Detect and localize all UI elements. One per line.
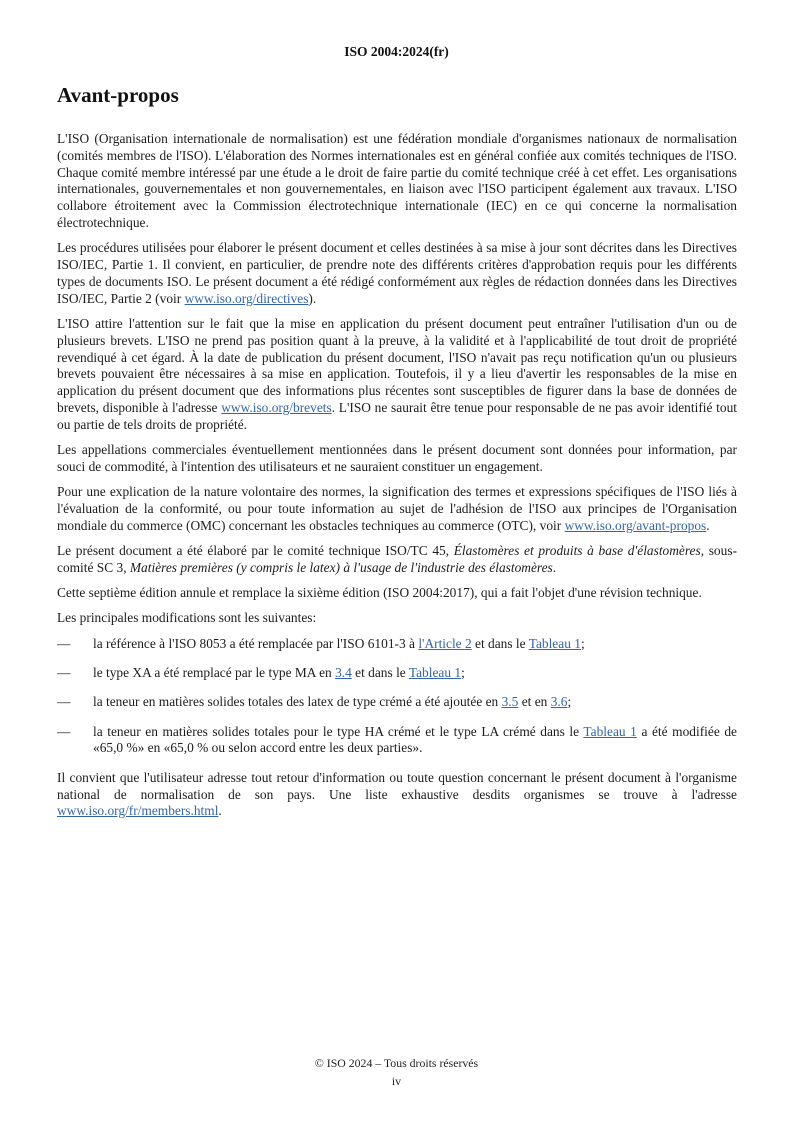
text-run: , sous-comité SC 3, bbox=[57, 543, 737, 575]
paragraph bbox=[57, 240, 737, 307]
dash-bullet-icon: — bbox=[57, 665, 71, 681]
paragraph bbox=[57, 610, 737, 627]
hyperlink[interactable]: 3.5 bbox=[501, 694, 519, 710]
hyperlink[interactable]: www.iso.org/brevets bbox=[221, 399, 332, 415]
paragraph bbox=[57, 585, 737, 602]
text-run: la référence à l'ISO 8053 a été remplacée par l'ISO 6101-3 à bbox=[93, 635, 419, 651]
paragraph bbox=[57, 543, 737, 577]
text-run: . bbox=[706, 517, 710, 533]
text-run: le type XA a été remplacé par le type MA en bbox=[93, 665, 336, 681]
text-run: L'ISO (Organisation internationale de normalisation) est une fédération mondiale d'organismes nationaux de normalisation (comités membres de l'ISO). L'élaboration des Normes internationales est en général confiée aux comités techniques de l'ISO. Chaque comité membre intéressé par une étude a le droit de faire partie du comité technique créé à cet effet. Les organisations internationales, gouvernementales et non gouvernementales, en liaison avec l'ISO participent également aux travaux. L'ISO collabore étroitement avec la Commission électrotechnique internationale (IEC) en ce qui concerne la normalisation électrotechnique. bbox=[57, 131, 737, 230]
text-run: . L'ISO ne saurait être tenue pour responsable de ne pas avoir identifié tout ou partie de tels droits de propriété. bbox=[57, 399, 738, 432]
page-number: iv bbox=[391, 1074, 402, 1088]
dash-bullet-icon: — bbox=[57, 635, 71, 651]
dash-bullet-icon: — bbox=[57, 694, 71, 710]
text-run: Les principales modifications sont les suivantes: bbox=[57, 610, 317, 626]
paragraph bbox=[57, 442, 737, 476]
document-content bbox=[57, 131, 737, 820]
text-run: ; bbox=[580, 635, 585, 651]
document-body bbox=[57, 83, 737, 829]
paragraph bbox=[57, 316, 737, 434]
text-run: ; bbox=[567, 694, 572, 710]
paragraph bbox=[57, 484, 737, 534]
italic-text: Élastomères et produits à base d'élastomères bbox=[453, 543, 701, 559]
page-title: Avant-propos bbox=[57, 83, 179, 107]
text-run: et en bbox=[518, 694, 551, 710]
list-item bbox=[57, 636, 737, 653]
text-run: . bbox=[552, 559, 557, 575]
text-run: Cette septième édition annule et remplace la sixième édition (ISO 2004:2017), qui a fait l'objet d'une révision technique. bbox=[57, 585, 702, 601]
text-run: . bbox=[218, 803, 222, 819]
text-run: ; bbox=[461, 665, 465, 681]
paragraph bbox=[57, 131, 737, 232]
hyperlink[interactable]: www.iso.org/avant-propos bbox=[564, 517, 707, 533]
running-header: ISO 2004:2024(fr) bbox=[344, 44, 449, 59]
hyperlink[interactable]: Tableau 1 bbox=[408, 665, 462, 681]
hyperlink[interactable]: www.iso.org/directives bbox=[184, 290, 309, 306]
list-item bbox=[57, 665, 737, 682]
text-run: Il convient que l'utilisateur adresse tout retour d'information ou toute question concernant le présent document à l'organisme national de normalisation de son pays. Une liste exhaustive desdits organismes se trouve à l'adresse bbox=[57, 769, 737, 802]
page-footer bbox=[0, 1056, 793, 1089]
hyperlink[interactable]: Tableau 1 bbox=[583, 723, 637, 739]
text-run: ). bbox=[308, 290, 317, 306]
text-run: L'ISO attire l'attention sur le fait que la mise en application du présent document peut entraîner l'utilisation d'un ou de plusieurs brevets. L'ISO ne prend pas position quant à la preuve, à la validité et à l'applicabilité de tout droit de propriété revendiqué à cet égard. À la date de publication du présent document, l'ISO n'avait pas reçu notification qu'un ou plusieurs brevets pouvaient être nécessaires à sa mise en application. Toutefois, il y a lieu d'avertir les responsables de la mise en application du présent document que des informations plus récentes sont susceptibles de figurer dans la base de données de brevets, disponible à l'adresse bbox=[57, 315, 737, 415]
dash-bullet-icon: — bbox=[57, 723, 71, 739]
text-run: la teneur en matières solides totales pour le type HA crémé et le type LA crémé dans le bbox=[93, 723, 584, 739]
text-run: et dans le bbox=[471, 635, 529, 651]
copyright-notice: © ISO 2024 – Tous droits réservés bbox=[314, 1056, 479, 1070]
text-run: Les procédures utilisées pour élaborer le présent document et celles destinées à sa mise à jour sont décrites dans les Directives ISO/IEC, Partie 1. Il convient, en particulier, de prendre note des différents critères d'approbation requis pour les différents types de documents ISO. Le présent document a été rédigé conformément aux règles de rédaction données dans les Directives ISO/IEC, Partie 2 (voir bbox=[57, 240, 737, 306]
text-run: et dans le bbox=[351, 665, 409, 681]
hyperlink[interactable]: 3.6 bbox=[550, 694, 568, 710]
hyperlink[interactable]: l'Article 2 bbox=[418, 635, 472, 651]
text-run: a été modifiée de «65,0 %» en «65,0 % ou selon accord entre les deux parties». bbox=[93, 723, 737, 756]
hyperlink[interactable]: Tableau 1 bbox=[528, 635, 581, 651]
list-item bbox=[57, 694, 737, 711]
italic-text: Matières premières (y compris le latex) à l'usage de l'industrie des élastomères bbox=[129, 559, 553, 575]
paragraph bbox=[57, 770, 737, 820]
text-run: Les appellations commerciales éventuellement mentionnées dans le présent document sont données pour information, par souci de commodité, à l'intention des utilisateurs et ne sauraient constituer un engagement. bbox=[57, 442, 737, 474]
text-run: Le présent document a été élaboré par le comité technique ISO/TC 45, bbox=[57, 543, 454, 559]
list-item bbox=[57, 724, 737, 758]
hyperlink[interactable]: www.iso.org/fr/members.html bbox=[57, 803, 219, 819]
text-run: la teneur en matières solides totales des latex de type crémé a été ajoutée en bbox=[93, 694, 502, 710]
hyperlink[interactable]: 3.4 bbox=[335, 665, 352, 681]
text-run: Pour une explication de la nature volontaire des normes, la signification des termes et expressions spécifiques de l'ISO liés à l'évaluation de la conformité, ou pour toute information au sujet de l'adhésion de l'ISO aux principes de l'Organisation mondiale du commerce (OMC) concernant les obstacles techniques au commerce (OTC), voir bbox=[57, 484, 737, 533]
